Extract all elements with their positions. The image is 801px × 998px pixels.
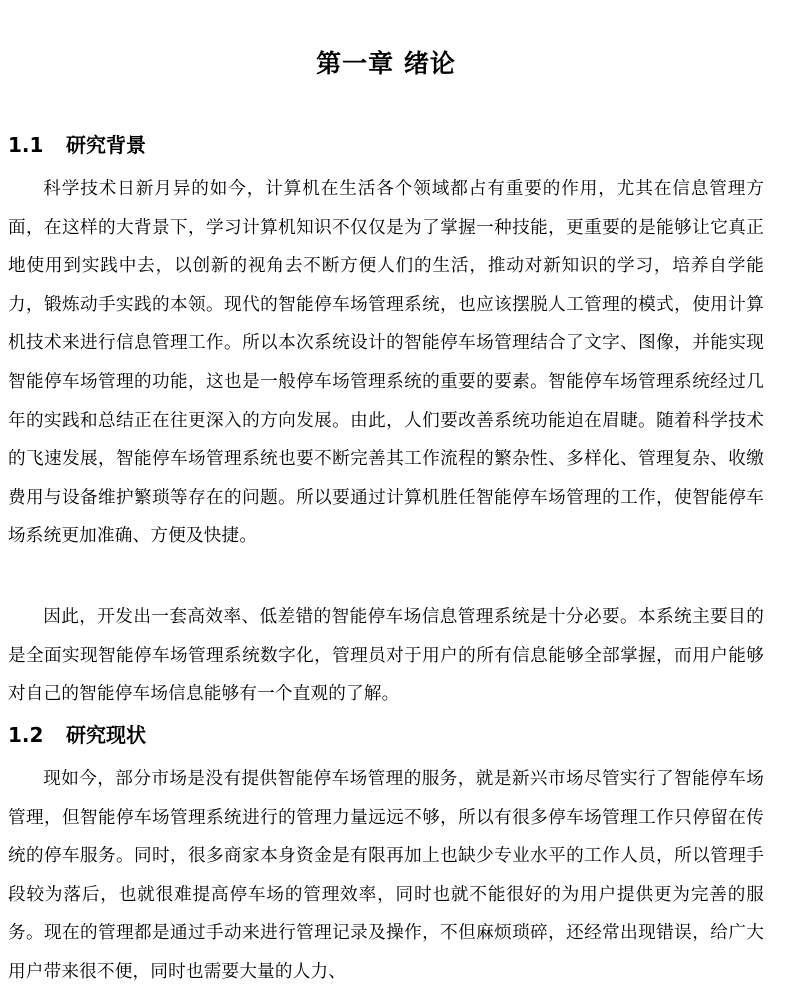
section-title: 研究现状 xyxy=(66,723,146,747)
section-number: 1.2 xyxy=(8,723,44,747)
paragraph-background-1: 科学技术日新月异的如今，计算机在生活各个领域都占有重要的作用，尤其在信息管理方面，在这样的大背景下，学习计算机知识不仅仅是为了掌握一种技能，更重要的是能够让它真正地使用到实践中去，以创新的视角去不断方便人们的生活，推动对新知识的学习，培养自学能力，锻炼动手实践的本领。现代的智能停车场管理系统，也应该摆脱人工管理的模式，使用计算机技术来进行信息管理工作。所以本次系统设计的智能停车场管理结合了文字、图像，并能实现智能停车场管理的功能，这也是一般停车场管理系统的重要的要素。智能停车场管理系统经过几年的实践和总结正在往更深入的方向发展。由此，人们要改善系统功能迫在眉睫。随着科学技术的飞速发展，智能停车场管理系统也要不断完善其工作流程的繁杂性、多样化、管理复杂、收缴费用与设备维护繁琐等存在的问题。所以要通过计算机胜任智能停车场管理的工作，使智能停车场系统更加准确、方便及快捷。 xyxy=(8,179,764,547)
paragraph-status-1: 现如今，部分市场是没有提供智能停车场管理的服务，就是新兴市场尽管实行了智能停车场管理，但智能停车场管理系统进行的管理力量远远不够，所以有很多停车场管理工作只停留在传统的停车服务。同时，很多商家本身资金是有限再加上也缺少专业水平的工作人员，所以管理手段较为落后，也就很难提高停车场的管理效率，同时也就不能很好的为用户提供更为完善的服务。现在的管理都是通过手动来进行管理记录及操作，不但麻烦琐碎，还经常出现错误，给广大用户带来很不便，同时也需要大量的人力、 xyxy=(8,769,764,982)
section-heading-1-2 xyxy=(8,720,146,750)
paragraph-background-2: 因此，开发出一套高效率、低差错的智能停车场信息管理系统是十分必要。本系统主要目的是全面实现智能停车场管理系统数字化，管理员对于用户的所有信息能够全部掌握，而用户能够对自己的智能停车场信息能够有一个直观的了解。 xyxy=(8,607,764,705)
section-title: 研究背景 xyxy=(66,133,146,157)
chapter-title: 第一章 绪论 xyxy=(316,49,456,78)
section-heading-1-1 xyxy=(8,130,146,160)
section-number: 1.1 xyxy=(8,133,44,157)
